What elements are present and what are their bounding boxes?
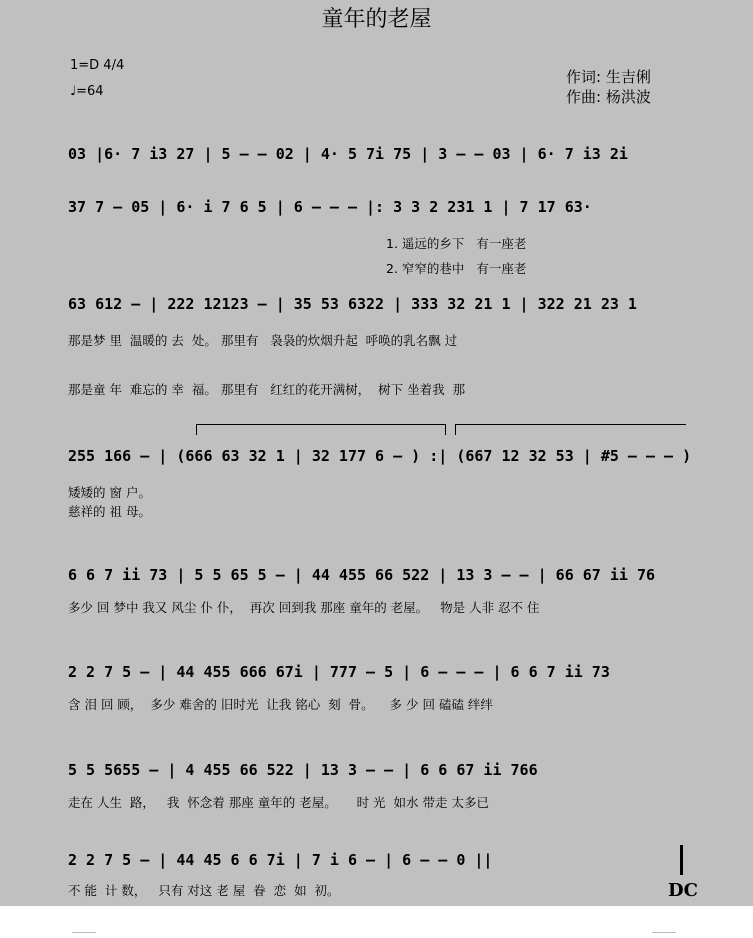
lyric-line-4b: 慈祥的 祖 母。 <box>68 504 151 519</box>
notation-row-8: 2 2 7 5 — | 44 45 6 6 7i | 7 i 6 — | 6 — — 0 || <box>68 851 493 869</box>
page-corner-mark-right <box>652 932 676 933</box>
lyric-line-7: 走在 人生 路， 我 怀念着 那座 童年的 老屋。 时 光 如水 带走 太多已 <box>68 795 489 810</box>
final-barline <box>680 845 683 875</box>
notation-row-3: 63 612 — | 222 12123 — | 35 53 6322 | 333 32 21 1 | 322 21 23 1 <box>68 295 637 313</box>
notation-row-5: 6 6 7 ii 73 | 5 5 65 5 — | 44 455 66 522 | 13 3 — — | 66 67 ii 76 <box>68 566 655 584</box>
lyric-verse-2-intro: 2. 窄窄的巷中 有一座老 <box>386 261 527 276</box>
lyric-line-8: 不 能 计 数， 只有 对这 老 屋 眷 恋 如 初。 <box>68 883 340 898</box>
lyric-line-4a: 矮矮的 窗 户。 <box>68 485 151 500</box>
notation-row-1: 03 |6· 7 i3 27 | 5 — — 02 | 4· 5 7i 75 | 3 — — 03 | 6· 7 i3 2i <box>68 145 628 163</box>
lyric-line-3a: 那是梦 里 温暖的 去 处。 那里有 袅袅的炊烟升起 呼唤的乳名飘 过 <box>68 333 458 348</box>
lyric-line-3b: 那是童 年 难忘的 幸 福。 那里有 红红的花开满树， 树下 坐着我 那 <box>68 382 466 397</box>
song-title: 童年的老屋 <box>321 7 432 32</box>
lyric-verse-1-intro: 1. 遥远的乡下 有一座老 <box>386 236 527 251</box>
notation-row-2: 37 7 — 05 | 6· i 7 6 5 | 6 — — — |: 3 3 2 231 1 | 7 17 63· <box>68 198 592 216</box>
dc-mark: DC <box>668 880 698 901</box>
notation-row-6: 2 2 7 5 — | 44 455 666 67i | 777 — 5 | 6 — — — | 6 6 7 ii 73 <box>68 663 610 681</box>
composer-credit: 作曲: 杨洪波 <box>566 88 651 106</box>
first-ending-bracket <box>196 424 446 435</box>
tempo-mark: ♩=64 <box>70 84 104 99</box>
lyricist-credit: 作词: 生吉俐 <box>566 68 651 86</box>
lyric-line-5: 多少 回 梦中 我又 风尘 仆 仆， 再次 回到我 那座 童年的 老屋。 物是 人非 忍不 住 <box>68 600 540 615</box>
notation-row-7: 5 5 5655 — | 4 455 66 522 | 13 3 — — | 6 6 67 ii 766 <box>68 761 538 779</box>
notation-row-4: 255 166 — | (666 63 32 1 | 32 177 6 — ) :| (667 12 32 53 | #5 — — — ) <box>68 447 692 465</box>
lyric-line-6: 含 泪 回 顾， 多少 难舍的 旧时光 让我 铭心 刻 骨。 多 少 回 磕磕 绊绊 <box>68 697 493 712</box>
page-corner-mark-left <box>72 932 96 933</box>
key-signature: 1=D 4/4 <box>70 58 125 73</box>
second-ending-bracket <box>455 424 686 435</box>
